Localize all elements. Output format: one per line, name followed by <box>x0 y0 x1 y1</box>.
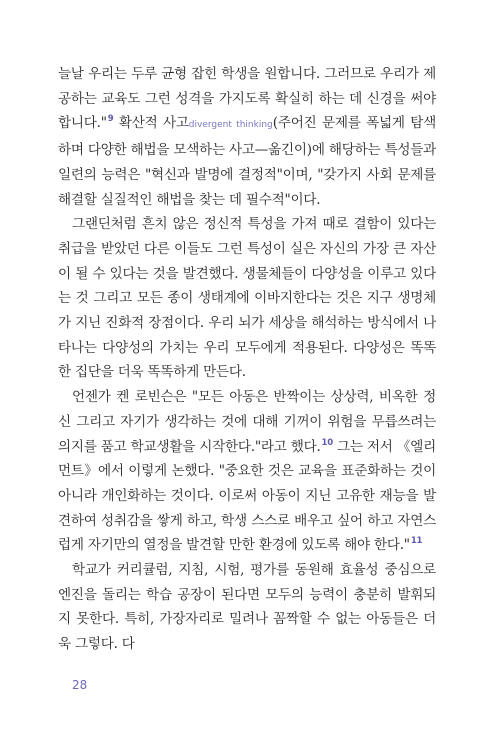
footnote-reference: 9 <box>107 114 114 125</box>
paragraph-text: 학교가 커리큘럼, 지침, 시험, 평가를 동원해 효율성 중심으로 엔진을 돌리는 학습 공장이 된다면 모두의 능력이 충분히 발휘되지 못한다. 특히, 가장자리로 밀려나 꼼짝할 수 없는 아동들은 더욱 그렇다. 다 <box>58 562 436 653</box>
paragraph-text: 그는 저서 《엘리먼트》에서 이렇게 논했다. "중요한 것은 교육을 표준화하는 것이 아니라 개인화하는 것이다. 이로써 아동이 지닌 고유한 재능을 발견하여 성취감을 쌓게 하고, 학생 스스로 배우고 싶어 하고 자연스럽게 자기만의 열정을 발견할 만한 환경에 있도록 해야 한다." <box>58 438 436 554</box>
paragraph-text: (주어진 문제를 폭넓게 탐색하며 다양한 해법을 모색하는 사고—옮긴이)에 해당하는 특성들과 일련의 능력은 "혁신과 발명에 결정적"이며, "갖가지 사회 문제를 해결할 실질적인 해법을 찾는 데 필수적"이다. <box>58 115 437 208</box>
paragraph-text: 그랜딘처럼 흔치 않은 정신적 특성을 가져 때로 결함이 있다는 취급을 받았던 다른 이들도 그런 특성이 실은 자신의 가장 큰 자산이 될 수 있다는 것을 발견했다. 생물체들이 다양성을 이루고 있다는 것 그리고 모든 종이 생태계에 이바지한다는 것은 지구 생명체가 지닌 진화적 장점이다. 우리 뇌가 세상을 해석하는 방식에서 나타나는 다양성의 가치는 우리 모두에게 적용된다. 다양성은 똑똑한 집단을 더욱 똑똑하게 만든다. <box>58 216 436 381</box>
paragraph <box>58 385 436 558</box>
paragraph <box>58 62 436 212</box>
footnote-reference: 10 <box>321 437 333 448</box>
footnote-reference: 11 <box>410 536 423 547</box>
original-term-gloss: divergent thinking <box>188 120 273 131</box>
paragraph <box>58 212 436 385</box>
paragraph-text: 확산적 사고 <box>113 115 189 132</box>
body-text <box>58 62 436 657</box>
paragraph-text: 언젠가 켄 로빈슨은 "모든 아동은 반짝이는 상상력, 비옥한 정신 그리고 자기가 생각하는 것에 대해 기꺼이 위험을 무릅쓰려는 의지를 품고 학교생활을 시작한다."라고 했다. <box>58 389 436 455</box>
paragraph <box>58 558 436 657</box>
paragraph-text: 늘날 우리는 두루 균형 잡힌 학생을 원합니다. 그러므로 우리가 제공하는 교육도 그런 성격을 가지도록 확실히 하는 데 신경을 써야 합니다." <box>58 66 436 132</box>
page-number: 28 <box>72 678 88 692</box>
